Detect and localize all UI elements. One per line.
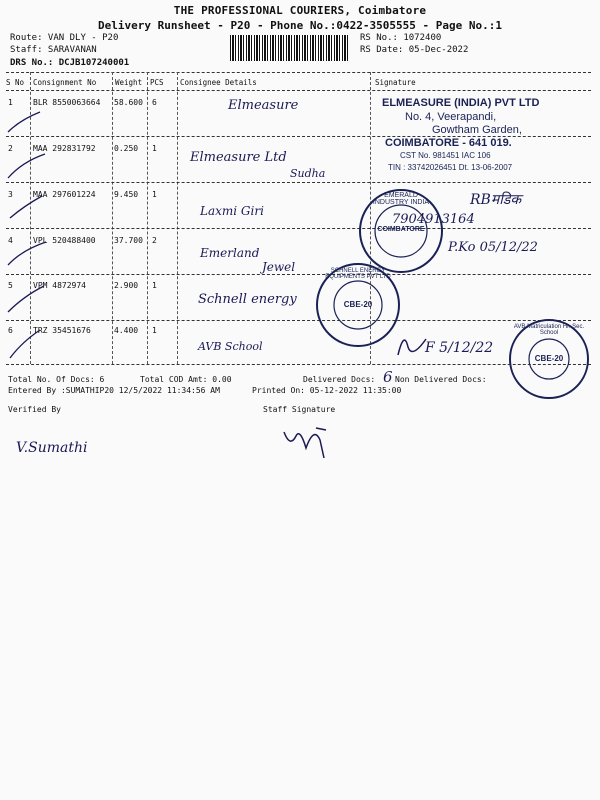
stamp-ring-text: EMERALD INDUSTRY INDIA — [372, 192, 430, 206]
company-title: THE PROFESSIONAL COURIERS, Coimbatore — [173, 4, 427, 17]
staff-signature-label: Staff Signature — [263, 405, 336, 414]
row-pcs: 1 — [152, 190, 157, 199]
col-weight: Weight — [115, 78, 143, 87]
row-sno: 1 — [8, 98, 13, 107]
signature-handwriting: P.Ko 05/12/22 — [448, 240, 538, 255]
row-weight: 9.450 — [114, 190, 139, 199]
stamp-address: No. 4, Veerapandi, — [405, 111, 497, 123]
row-pcs: 2 — [152, 236, 157, 245]
staff-label: Staff: SARAVANAN — [10, 45, 97, 55]
row-sno: 5 — [8, 281, 13, 290]
row-sno: 3 — [8, 190, 13, 199]
consignee-handwriting: Elmeasure — [228, 98, 299, 113]
row-sno: 2 — [8, 144, 13, 153]
rs-number: RS No.: 1072400 — [360, 33, 442, 43]
row-consignment: BLR 8550063664 — [33, 98, 101, 107]
row-weight: 2.900 — [114, 281, 139, 290]
consignee-handwriting: Jewel — [262, 260, 296, 274]
stamp-center-text: CBE-20 — [343, 300, 373, 309]
row-consignment: VPM 4872974 — [33, 281, 86, 290]
stamp-center-text: CBE-20 — [534, 354, 564, 363]
consignee-handwriting: Laxmi Giri — [200, 204, 264, 218]
col-sno: S No — [6, 78, 25, 87]
row-weight: 0.250 — [114, 144, 139, 153]
total-docs: Total No. Of Docs: 6 — [8, 375, 105, 384]
signature-phone: 7904913164 — [392, 212, 475, 227]
divider — [6, 364, 591, 365]
stamp-ring-text: SCHNELL ENERGY EQUIPMENTS PVT LTD — [325, 268, 391, 280]
divider — [6, 72, 591, 73]
staff-signature-scribble — [280, 418, 340, 463]
row-pcs: 1 — [152, 281, 157, 290]
verified-by-signature: V.Sumathi — [16, 440, 88, 456]
row-weight: 58.600 — [114, 98, 143, 107]
row-pcs: 1 — [152, 144, 157, 153]
consignee-handwriting: AVB School — [198, 340, 263, 353]
schnell-stamp — [315, 262, 401, 348]
row-weight: 37.700 — [114, 236, 143, 245]
row-weight: 4.400 — [114, 326, 139, 335]
consignee-handwriting: Schnell energy — [198, 292, 297, 307]
stamp-address: Gowtham Garden, — [432, 124, 522, 136]
signature-handwriting: RBमडिक — [470, 192, 522, 208]
stamp-cst: CST No. 981451 IAC 106 — [400, 151, 491, 160]
consignee-handwriting: Sudha — [290, 167, 326, 180]
drs-label: DRS No.: DCJB107240001 — [10, 58, 130, 68]
row-tick-marks — [0, 90, 112, 364]
col-consignee: Consignee Details — [180, 78, 257, 87]
non-delivered-docs-label: Non Delivered Docs: — [395, 375, 487, 384]
row-consignment: TRZ 35451676 — [33, 326, 91, 335]
stamp-address: COIMBATORE - 641 019. — [385, 137, 512, 149]
barcode — [230, 35, 348, 61]
printed-on: Printed On: 05-12-2022 11:35:00 — [252, 386, 402, 395]
rs-date: RS Date: 05-Dec-2022 — [360, 45, 469, 55]
row-consignment: VPL 520488400 — [33, 236, 96, 245]
row-pcs: 6 — [152, 98, 157, 107]
consignee-handwriting: Emerland — [200, 246, 260, 260]
row-consignment: MAA 297601224 — [33, 190, 96, 199]
route-label: Route: VAN DLY - P20 — [10, 33, 119, 43]
consignee-handwriting: Elmeasure Ltd — [190, 150, 287, 165]
signature-handwriting: F 5/12/22 — [425, 340, 494, 356]
stamp-company: ELMEASURE (INDIA) PVT LTD — [382, 97, 540, 109]
row-consignment: MAA 292831792 — [33, 144, 96, 153]
row-sno: 6 — [8, 326, 13, 335]
stamp-tin: TIN : 33742026451 Dt. 13-06-2007 — [388, 163, 513, 172]
row-sno: 4 — [8, 236, 13, 245]
col-pcs: PCS — [150, 78, 164, 87]
runsheet-title: Delivery Runsheet - P20 - Phone No.:0422-3505555 - Page No.:1 — [98, 19, 502, 32]
col-signature: Signature — [375, 78, 416, 87]
stamp-center-text: COIMBATORE — [377, 226, 425, 233]
delivered-docs-value: 6 — [383, 368, 393, 386]
verified-by-label: Verified By — [8, 405, 61, 414]
stamp-ring-text: AVB Matriculation Hr. Sec. School — [513, 324, 585, 336]
entered-by: Entered By :SUMATHIP20 12/5/2022 11:34:56 AM — [8, 386, 220, 395]
col-consignment: Consignment No — [33, 78, 97, 87]
avb-stamp — [508, 318, 590, 400]
row-pcs: 1 — [152, 326, 157, 335]
total-cod: Total COD Amt: 0.00 — [140, 375, 232, 384]
delivered-docs-label: Delivered Docs: — [303, 375, 376, 384]
